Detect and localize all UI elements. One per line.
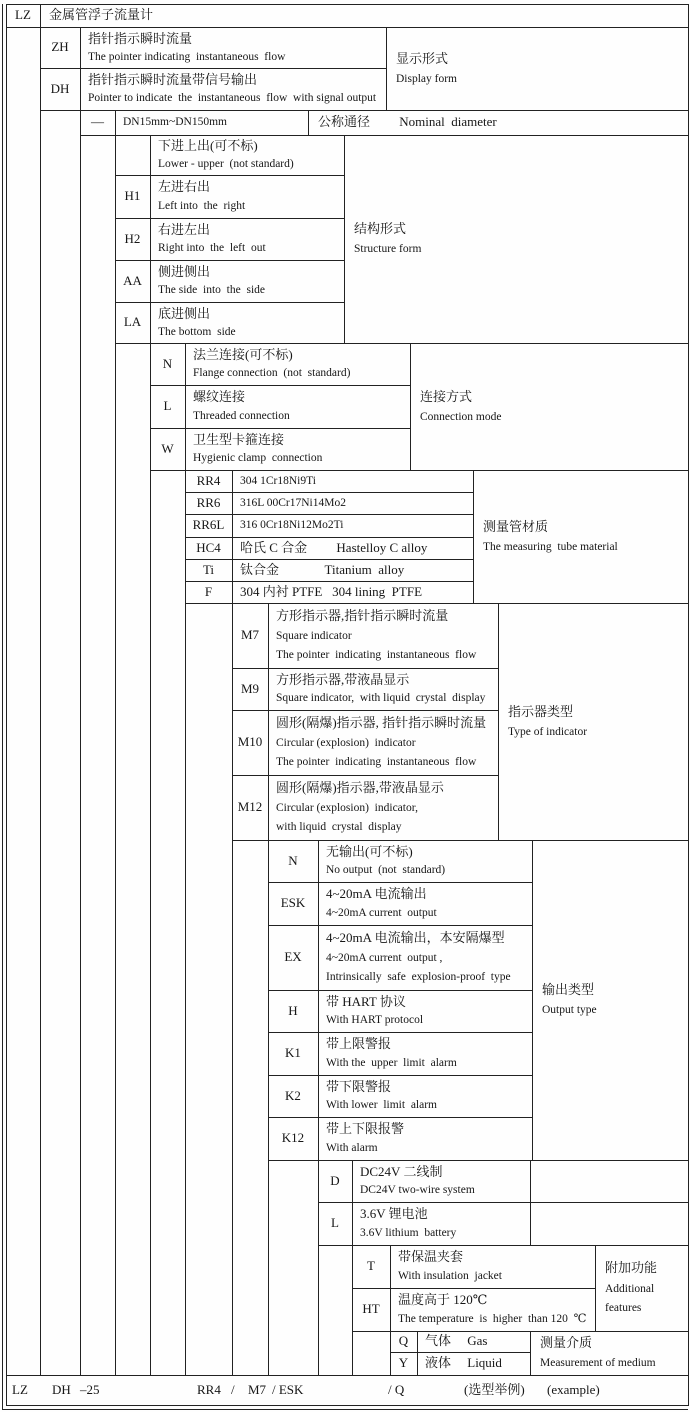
indicator-type-code-cell bbox=[232, 603, 268, 668]
indicator-type-desc-line: 方形指示器,带液晶显示 bbox=[276, 672, 410, 688]
additional-features-desc-line: 带保温夹套 bbox=[398, 1249, 464, 1265]
structure-form-desc-line: Right into the left out bbox=[158, 242, 266, 255]
power-supply-desc-line: 3.6V 锂电池 bbox=[360, 1206, 428, 1222]
measurement-medium-code: Q bbox=[398, 1333, 409, 1349]
additional-features-desc-line: The temperature is higher than 120 ℃ bbox=[398, 1312, 587, 1325]
structure-form-desc-line: 底进侧出 bbox=[158, 305, 211, 321]
structure-form-label-line: 结构形式 bbox=[354, 221, 407, 237]
connection-mode-desc-line: 螺纹连接 bbox=[193, 389, 246, 405]
additional-features-code-cell bbox=[352, 1245, 390, 1288]
connection-mode-desc-line: 法兰连接(可不标) bbox=[193, 347, 293, 363]
additional-features-label-line: Additional bbox=[605, 1282, 655, 1295]
outer-bottom-double-line bbox=[2, 1409, 688, 1410]
connection-mode-label-line: 连接方式 bbox=[420, 388, 473, 404]
display-form-code-cell bbox=[40, 68, 80, 110]
output-type-code: EX bbox=[284, 949, 302, 965]
output-type-desc-cell bbox=[318, 882, 532, 925]
example-item: –25 bbox=[80, 1382, 100, 1397]
additional-features-code-cell bbox=[352, 1288, 390, 1331]
structure-form-code-cell bbox=[115, 302, 150, 343]
output-type-desc-line: With HART protocol bbox=[326, 1014, 424, 1027]
output-type-desc-line: 带上下限报警 bbox=[326, 1121, 405, 1137]
tube-material-desc-line: 304 1Cr18Ni9Ti bbox=[240, 474, 316, 487]
structure-form-label-line: Structure form bbox=[354, 243, 422, 256]
display-form-desc-cell bbox=[80, 68, 386, 110]
measurement-medium-desc-line: 气体 Gas bbox=[425, 1333, 488, 1349]
tube-material-desc-cell bbox=[232, 470, 473, 492]
additional-features-label-line: 附加功能 bbox=[605, 1260, 658, 1276]
measurement-medium-desc-line: 液体 Liquid bbox=[425, 1355, 502, 1371]
output-type-code-cell bbox=[268, 840, 318, 882]
output-type-desc-line: Intrinsically safe explosion-proof type bbox=[326, 970, 511, 983]
indicator-type-code: M9 bbox=[240, 680, 260, 696]
connection-mode-code: N bbox=[162, 355, 173, 371]
indicator-type-desc-cell bbox=[268, 775, 498, 840]
tube-material-code-cell bbox=[185, 537, 232, 559]
connection-mode-desc-cell bbox=[185, 385, 410, 428]
output-type-code: K2 bbox=[285, 1087, 301, 1103]
structure-form-desc-line: The side into the side bbox=[158, 284, 265, 297]
example-item: DH bbox=[52, 1382, 71, 1397]
power-supply-desc-line: DC24V two-wire system bbox=[360, 1184, 475, 1197]
measurement-medium-section-label bbox=[530, 1331, 688, 1375]
structure-form-desc-line: 下进上出(可不标) bbox=[158, 138, 258, 154]
display-form-label-line: Display form bbox=[396, 72, 458, 85]
connection-mode-desc-cell bbox=[185, 428, 410, 470]
output-type-desc-cell bbox=[318, 1117, 532, 1160]
output-type-code: H bbox=[288, 1002, 298, 1018]
column-line-1 bbox=[40, 4, 41, 1375]
output-type-desc-cell bbox=[318, 840, 532, 882]
output-type-label-line: 输出类型 bbox=[542, 982, 595, 998]
additional-features-desc-cell bbox=[390, 1245, 595, 1288]
structure-form-desc-line: The bottom side bbox=[158, 325, 236, 338]
indicator-type-desc-line: Circular (explosion) indicator, bbox=[276, 801, 418, 814]
nominal-diameter-desc-cell bbox=[115, 110, 308, 135]
display-form-desc-line: 指针指示瞬时流量带信号输出 bbox=[88, 72, 258, 88]
nominal-diameter-label-line: 公称通径 Nominal diameter bbox=[318, 114, 497, 130]
output-type-code-cell bbox=[268, 925, 318, 990]
tube-material-code-cell bbox=[185, 559, 232, 581]
example-item: (选型举例) bbox=[464, 1382, 525, 1397]
title-code-cell bbox=[6, 4, 40, 27]
tube-material-label-line: 测量管材质 bbox=[483, 518, 549, 534]
indicator-type-desc-line: 圆形(隔爆)指示器, 指针指示瞬时流量 bbox=[276, 715, 487, 731]
connection-mode-desc-line: 卫生型卡箍连接 bbox=[193, 432, 285, 448]
output-type-code: N bbox=[288, 852, 298, 868]
output-type-desc-line: No output (not standard) bbox=[326, 864, 446, 877]
display-form-desc-cell bbox=[80, 27, 386, 68]
tube-material-code: HC4 bbox=[196, 539, 221, 555]
additional-features-desc-line: With insulation jacket bbox=[398, 1269, 502, 1282]
display-form-desc-line: The pointer indicating instantaneous flow bbox=[88, 50, 286, 63]
power-supply-desc-line: DC24V 二线制 bbox=[360, 1164, 443, 1180]
example-item: M7 bbox=[248, 1382, 267, 1397]
display-form-code: DH bbox=[50, 80, 70, 96]
indicator-type-code-cell bbox=[232, 775, 268, 840]
structure-form-desc-line: 左进右出 bbox=[158, 179, 211, 195]
indicator-type-desc-line: with liquid crystal display bbox=[276, 820, 402, 833]
structure-form-desc-line: Left into the right bbox=[158, 199, 246, 212]
output-type-desc-line: 无输出(可不标) bbox=[326, 844, 413, 860]
nominal-diameter-code: — bbox=[91, 114, 104, 130]
structure-form-code-cell bbox=[115, 175, 150, 218]
output-type-code-cell bbox=[268, 1117, 318, 1160]
output-type-code-cell bbox=[268, 1075, 318, 1117]
connection-mode-desc-line: Threaded connection bbox=[193, 409, 290, 422]
measurement-medium-label-line: Measurement of medium bbox=[540, 1357, 656, 1370]
measurement-medium-desc-cell bbox=[417, 1352, 530, 1375]
display-form-desc-line: 指针指示瞬时流量 bbox=[88, 30, 193, 46]
structure-form-code-cell bbox=[115, 260, 150, 302]
example-item: / Q bbox=[388, 1382, 405, 1397]
nominal-diameter-code-cell bbox=[80, 110, 115, 135]
structure-form-desc-cell bbox=[150, 302, 344, 343]
output-type-code: K1 bbox=[285, 1045, 301, 1061]
table-title-cell bbox=[40, 4, 688, 27]
structure-form-desc-cell bbox=[150, 218, 344, 260]
connection-mode-code-cell bbox=[150, 428, 185, 470]
tube-material-desc-cell bbox=[232, 514, 473, 537]
structure-form-desc-cell bbox=[150, 260, 344, 302]
tube-material-code-cell bbox=[185, 492, 232, 514]
structure-form-desc-line: 侧进侧出 bbox=[158, 264, 211, 280]
additional-features-desc-cell bbox=[390, 1288, 595, 1331]
output-type-code-cell bbox=[268, 990, 318, 1032]
table-title: 金属管浮子流量计 bbox=[49, 7, 154, 23]
measurement-medium-code-cell bbox=[390, 1331, 417, 1352]
connection-mode-code: L bbox=[163, 398, 172, 414]
output-type-desc-line: 4~20mA 电流输出 bbox=[326, 886, 427, 902]
title-code: LZ bbox=[15, 7, 31, 23]
nominal-diameter-section-label bbox=[308, 110, 688, 135]
indicator-type-desc-line: Square indicator bbox=[276, 629, 352, 642]
example-item: LZ bbox=[12, 1382, 28, 1397]
structure-form-section-label bbox=[344, 135, 688, 343]
connection-mode-code-cell bbox=[150, 343, 185, 385]
additional-features-code: HT bbox=[362, 1301, 380, 1317]
power-supply-code: D bbox=[330, 1172, 340, 1188]
output-type-desc-line: 带下限警报 bbox=[326, 1079, 392, 1095]
output-type-desc-cell bbox=[318, 1032, 532, 1075]
output-type-desc-cell bbox=[318, 990, 532, 1032]
display-form-label-line: 显示形式 bbox=[396, 50, 449, 66]
output-type-desc-line: 带 HART 协议 bbox=[326, 994, 406, 1010]
additional-features-code: T bbox=[367, 1258, 375, 1274]
measurement-medium-label-line: 测量介质 bbox=[540, 1335, 593, 1351]
tube-material-code-cell bbox=[185, 470, 232, 492]
power-supply-code-cell bbox=[318, 1202, 352, 1245]
power-supply-code-cell bbox=[318, 1160, 352, 1202]
tube-material-section-label bbox=[473, 470, 688, 603]
tube-material-desc-cell bbox=[232, 559, 473, 581]
structure-form-code-cell bbox=[115, 135, 150, 175]
measurement-medium-code: Y bbox=[398, 1355, 409, 1371]
power-supply-desc-line: 3.6V lithium battery bbox=[360, 1226, 457, 1239]
indicator-type-desc-line: 方形指示器,指针指示瞬时流量 bbox=[276, 608, 449, 624]
indicator-type-label-line: 指示器类型 bbox=[508, 703, 574, 719]
example-item: RR4 bbox=[197, 1382, 221, 1397]
indicator-type-code-cell bbox=[232, 710, 268, 775]
connection-mode-desc-cell bbox=[185, 343, 410, 385]
tube-material-code: RR6L bbox=[192, 517, 225, 533]
structure-form-code: AA bbox=[123, 272, 142, 288]
indicator-type-code: M7 bbox=[240, 627, 260, 643]
tube-material-desc-line: 316 0Cr18Ni12Mo2Ti bbox=[240, 519, 344, 532]
additional-features-section-label bbox=[595, 1245, 688, 1331]
connection-mode-desc-line: Hygienic clamp connection bbox=[193, 452, 323, 465]
structure-form-desc-line: 右进左出 bbox=[158, 222, 211, 238]
connection-mode-code-cell bbox=[150, 385, 185, 428]
output-type-desc-line: 4~20mA current output , bbox=[326, 951, 443, 964]
additional-features-label-line: features bbox=[605, 1302, 642, 1315]
output-type-desc-line: With alarm bbox=[326, 1141, 378, 1154]
structure-form-desc-cell bbox=[150, 175, 344, 218]
tube-material-code: F bbox=[204, 583, 213, 599]
nominal-diameter-desc-line: DN15mm~DN150mm bbox=[123, 116, 227, 129]
output-type-desc-line: With the upper limit alarm bbox=[326, 1056, 457, 1069]
output-type-code: K12 bbox=[281, 1130, 305, 1146]
example-item: / ESK bbox=[272, 1382, 304, 1397]
indicator-type-desc-line: 圆形(隔爆)指示器,带液晶显示 bbox=[276, 780, 444, 796]
structure-form-desc-cell bbox=[150, 135, 344, 175]
indicator-type-section-label bbox=[498, 603, 688, 840]
tube-material-desc-cell bbox=[232, 581, 473, 603]
indicator-type-desc-cell bbox=[268, 603, 498, 668]
output-type-desc-line: With lower limit alarm bbox=[326, 1099, 437, 1112]
tube-material-desc-line: 哈氏 C 合金 Hastelloy C alloy bbox=[240, 539, 428, 555]
structure-form-code: LA bbox=[123, 314, 142, 330]
tube-material-code-cell bbox=[185, 581, 232, 603]
power-supply-code: L bbox=[331, 1215, 339, 1231]
connection-mode-label-line: Connection mode bbox=[420, 410, 502, 423]
tube-material-desc-cell bbox=[232, 492, 473, 514]
additional-features-desc-line: 温度高于 120℃ bbox=[398, 1292, 488, 1308]
power-supply-desc-cell bbox=[352, 1160, 530, 1202]
example-item: / bbox=[231, 1382, 235, 1397]
display-form-section-label bbox=[386, 27, 688, 110]
output-type-section-label bbox=[532, 840, 688, 1160]
indicator-type-desc-cell bbox=[268, 710, 498, 775]
tube-material-label-line: The measuring tube material bbox=[483, 540, 618, 553]
indicator-type-desc-line: Circular (explosion) indicator bbox=[276, 736, 416, 749]
example-item: (example) bbox=[547, 1382, 600, 1397]
output-type-code-cell bbox=[268, 1032, 318, 1075]
outer-left-double-line bbox=[2, 4, 3, 1410]
connection-mode-code: W bbox=[161, 440, 174, 456]
power-supply-desc-cell bbox=[352, 1202, 530, 1245]
tube-material-desc-line: 钛合金 Titanium alloy bbox=[240, 561, 405, 577]
connection-mode-section-label bbox=[410, 343, 688, 470]
structure-form-code: H2 bbox=[124, 230, 141, 246]
structure-form-desc-line: Lower - upper (not standard) bbox=[158, 157, 294, 170]
indicator-type-desc-cell bbox=[268, 668, 498, 710]
tube-material-desc-cell bbox=[232, 537, 473, 559]
display-form-code-cell bbox=[40, 27, 80, 68]
indicator-type-code: M10 bbox=[237, 734, 263, 750]
measurement-medium-desc-cell bbox=[417, 1331, 530, 1352]
output-type-label-line: Output type bbox=[542, 1004, 597, 1017]
display-form-code-column-line bbox=[80, 27, 81, 1375]
tube-material-code-cell bbox=[185, 514, 232, 537]
structure-form-code-cell bbox=[115, 218, 150, 260]
tube-material-desc-line: 316L 00Cr17Ni14Mo2 bbox=[240, 496, 346, 509]
output-type-desc-cell bbox=[318, 925, 532, 990]
output-type-desc-line: 带上限警报 bbox=[326, 1036, 392, 1052]
display-form-code: ZH bbox=[51, 39, 69, 55]
tube-material-code: RR6 bbox=[196, 494, 221, 510]
structure-form-code: H1 bbox=[124, 188, 141, 204]
display-form-desc-line: Pointer to indicate the instantaneous flow with signal output bbox=[88, 92, 377, 105]
indicator-type-desc-line: The pointer indicating instantaneous flow bbox=[276, 755, 477, 768]
output-type-desc-cell bbox=[318, 1075, 532, 1117]
output-type-code-cell bbox=[268, 882, 318, 925]
measurement-medium-code-cell bbox=[390, 1352, 417, 1375]
tube-material-desc-line: 304 内衬 PTFE 304 lining PTFE bbox=[240, 583, 423, 599]
output-type-desc-line: 4~20mA current output bbox=[326, 906, 437, 919]
indicator-type-label-line: Type of indicator bbox=[508, 725, 588, 738]
tube-material-code: Ti bbox=[202, 561, 215, 577]
output-type-code: ESK bbox=[280, 895, 306, 911]
indicator-type-desc-line: Square indicator, with liquid crystal display bbox=[276, 692, 486, 705]
tube-material-code: RR4 bbox=[196, 472, 221, 488]
indicator-type-desc-line: The pointer indicating instantaneous flow bbox=[276, 648, 477, 661]
output-type-desc-line: 4~20mA 电流输出，本安隔爆型 bbox=[326, 930, 505, 946]
indicator-type-code-cell bbox=[232, 668, 268, 710]
indicator-type-code: M12 bbox=[237, 799, 263, 815]
connection-mode-desc-line: Flange connection (not standard) bbox=[193, 367, 351, 380]
